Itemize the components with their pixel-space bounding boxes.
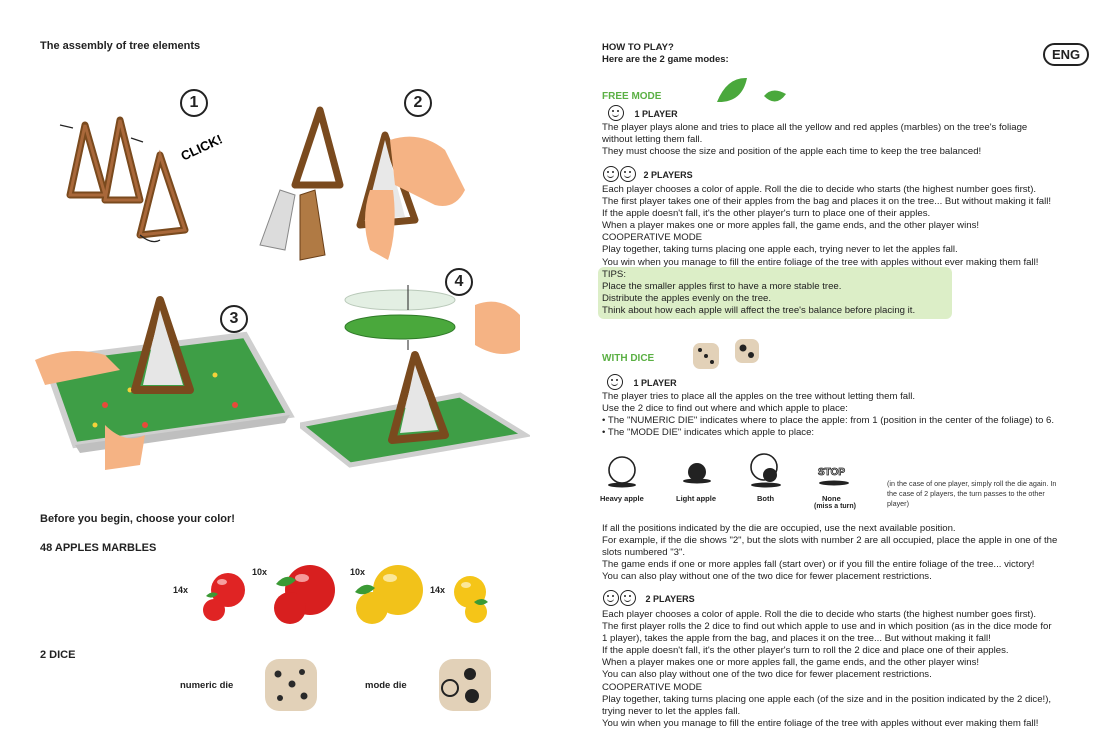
numeric-die-icon xyxy=(262,656,320,714)
both-apples-icon xyxy=(748,453,784,489)
free-1p-heading: 1 PLAYER xyxy=(608,104,678,122)
light-apple-icon xyxy=(680,460,714,486)
step-2-illustration xyxy=(255,100,475,270)
dice-pair-icon xyxy=(690,337,765,377)
modes-intro: Here are the 2 game modes: xyxy=(602,54,729,65)
small-red-apple-icon xyxy=(200,568,250,624)
language-badge: ENG xyxy=(1043,43,1089,66)
smiley-icon xyxy=(620,166,636,182)
apples-heading: 48 APPLES MARBLES xyxy=(40,542,157,554)
step-1-illustration xyxy=(55,110,245,250)
dice-2p-text: Each player chooses a color of apple. Roll the die to decide who starts (the highest number goes first). The first player rolls the 2 dice to find out which apple to use and in which position (as in the dice mode for 1 player), takes the apple from the bag, and places it on the tree... But without making it fall! If the apple doesn't fall, it's the other player's turn to roll the 2 dice and place one of their apples. When a player makes one or more apples fall, the game ends, and the other player wins! You can also play without one of the two dice for fewer placement restrictions. COOPERATIVE MODE Play together, taking turns placing one apple each (of the size and in the position indicated by the 2 dice!), trying never to let the apples fall. You win when you manage to fill the entire foliage of the tree with apples without ever making them fall! xyxy=(602,609,1052,729)
mode-die-label: mode die xyxy=(365,680,407,691)
step-2-badge: 2 xyxy=(404,89,432,117)
smiley-icon xyxy=(603,590,619,606)
choose-color-heading: Before you begin, choose your color! xyxy=(40,513,235,525)
heavy-apple-icon xyxy=(605,455,639,489)
numeric-die-label: numeric die xyxy=(180,680,234,691)
stop-note: (in the case of one player, simply roll the die again. In the case of 2 players, the turn passes to the other player) xyxy=(887,479,1057,508)
apple-count-4: 14x xyxy=(430,585,446,595)
mode-die-icon xyxy=(436,656,494,714)
apple-count-3: 10x xyxy=(350,567,366,577)
large-red-apple-icon xyxy=(268,562,338,626)
dice-1p-heading: 1 PLAYER xyxy=(607,373,677,391)
heavy-apple-label: Heavy apple xyxy=(600,494,644,503)
with-dice-heading: WITH DICE xyxy=(602,353,655,364)
dice-1p-text: The player tries to place all the apples on the tree without letting them fall. Use the 2 dice to find out where and which apple to place: • The "NUMERIC DIE" indicates where to place the apple: from 1 (position in the center of the foliage) to 6. • The "MODE DIE" indicates which apple to place: xyxy=(602,391,1055,439)
smiley-icon xyxy=(607,374,623,390)
step-4-illustration xyxy=(300,285,530,475)
step-3-badge: 3 xyxy=(220,305,248,333)
none-sublabel: (miss a turn) xyxy=(814,503,857,510)
click-text: CLICK! xyxy=(178,131,225,164)
smiley-icon xyxy=(620,590,636,606)
none-label: None xyxy=(822,494,841,503)
free-2p-text: Each player chooses a color of apple. Roll the die to decide who starts (the highest number goes first). The first player takes one of their apples from the bag and places it on the tree... But without making it fall! If the apple doesn't fall, it's the other player's turn to place one of their apples. When a player makes one or more apples fall, the game ends, and the other player wins! COOPERATIVE MODE Play together, taking turns placing one apple each, trying never to let the apples fall. You win when you manage to fill the entire foliage of the tree with apples without ever making them fall! TIPS: Place the smaller apples first to have a more stable tree. Distribute the apples evenly on the tree. Think about how each apple will affect the tree's balance before placing it. xyxy=(602,184,1052,316)
smiley-icon xyxy=(603,166,619,182)
dice-1p-after-text: If all the positions indicated by the die are occupied, use the next available position. For example, if the die shows "2", but the slots with number 2 are all occupied, place the apple in one of the slots numbered "3". The game ends if one or more apples fall (start over) or if you fill the entire foliage of the tree... victory! You can also play without one of the two dice for fewer placement restrictions. xyxy=(602,523,1058,583)
apple-count-2: 10x xyxy=(252,567,268,577)
large-yellow-apple-icon xyxy=(350,562,425,626)
both-label: Both xyxy=(757,494,775,503)
free-1p-text: The player plays alone and tries to place all the yellow and red apples (marbles) on the tree's foliage without letting them fall. They must choose the size and position of the apple each time to keep the tree balanced! xyxy=(602,122,1028,158)
step-1-badge: 1 xyxy=(180,89,208,117)
stop-icon xyxy=(815,458,853,488)
small-yellow-apple-icon xyxy=(446,572,494,626)
free-mode-heading: FREE MODE xyxy=(602,91,662,102)
step-3-illustration xyxy=(35,295,295,470)
leaf-icon xyxy=(712,74,792,110)
stop-text: STOP xyxy=(818,467,846,478)
smiley-icon xyxy=(608,105,624,121)
assembly-title: The assembly of tree elements xyxy=(40,40,201,52)
step-4-badge: 4 xyxy=(445,268,473,296)
how-to-play-title: HOW TO PLAY? xyxy=(602,42,674,53)
free-2p-heading: 2 PLAYERS xyxy=(603,165,693,183)
dice-heading: 2 DICE xyxy=(40,649,76,661)
light-apple-label: Light apple xyxy=(676,494,716,503)
apple-count-1: 14x xyxy=(173,585,189,595)
dice-2p-heading: 2 PLAYERS xyxy=(603,589,695,607)
